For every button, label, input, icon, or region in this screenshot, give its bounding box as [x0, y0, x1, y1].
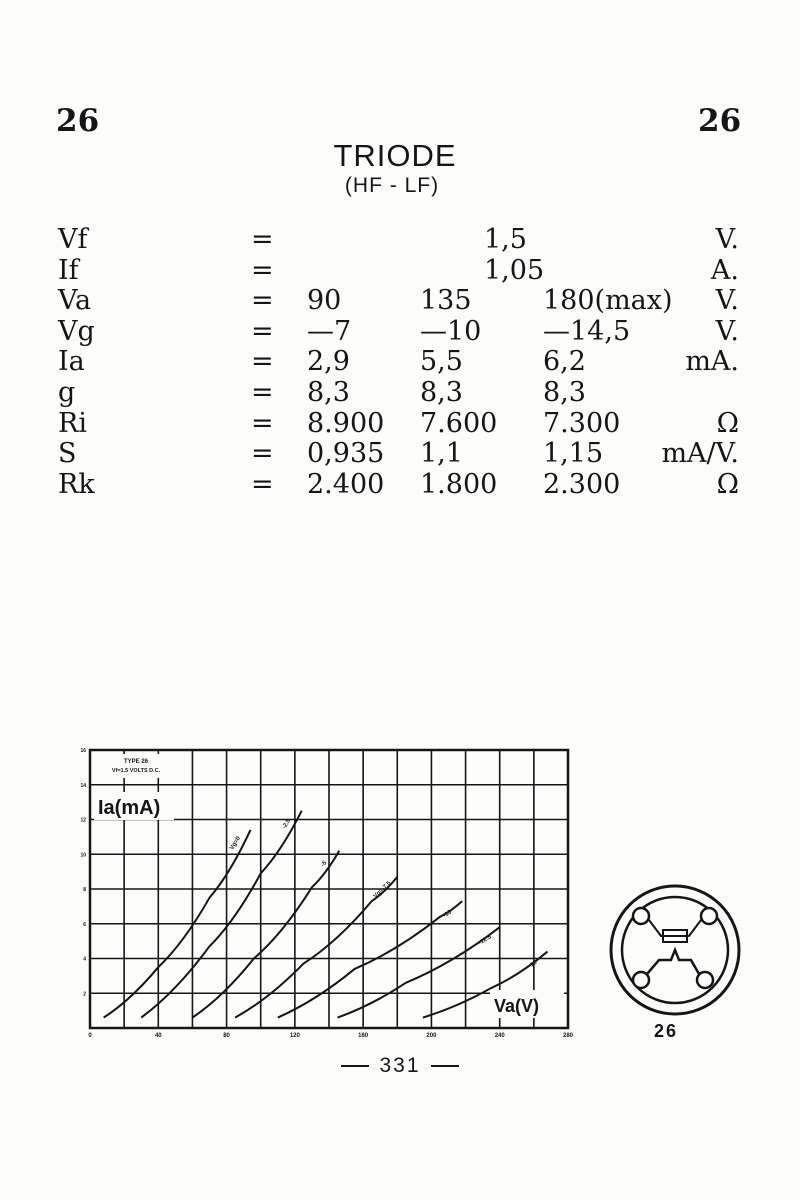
- spec-unit: V.: [715, 285, 739, 317]
- spec-value-2: 8,3: [420, 377, 463, 408]
- curve-label: Vg=-7.5: [372, 880, 393, 900]
- curve-label: -5: [320, 860, 329, 869]
- spec-unit: V.: [715, 224, 739, 255]
- spec-value-1: 90: [307, 285, 342, 317]
- y-tick-label: 14: [80, 782, 86, 789]
- spec-equals: =: [251, 407, 274, 439]
- curve-series: [278, 901, 462, 1017]
- spec-label: Ia: [58, 346, 85, 378]
- spec-row: [0, 438, 800, 469]
- spec-label: Vg: [58, 315, 95, 347]
- spec-value-3: 7.300: [543, 407, 621, 439]
- spec-value-3: 8,3: [543, 377, 586, 408]
- curve-label: -2.5: [281, 818, 293, 831]
- spec-equals: =: [251, 224, 274, 255]
- spec-unit: V.: [715, 315, 739, 347]
- chart-header-line2: Vf=1.5 VOLTS D.C.: [111, 768, 161, 774]
- spec-value-3: 1,15: [543, 438, 604, 470]
- spec-value-3: —14,5: [543, 315, 631, 347]
- page-number-right: 26: [698, 103, 742, 139]
- spec-unit: Ω: [716, 468, 739, 500]
- spec-value-1: 0,935: [307, 438, 385, 470]
- spec-label: Va: [58, 285, 92, 317]
- spec-row: [0, 224, 800, 255]
- pin-plate: [701, 908, 717, 924]
- x-tick-label: 280: [562, 1033, 574, 1039]
- page-number-left: 26: [56, 103, 100, 139]
- spec-value-3: 180(max): [543, 285, 673, 317]
- chart-ylabel: Ia(mA): [98, 797, 161, 819]
- spec-row: [0, 255, 800, 286]
- spec-value-2: 5,5: [420, 346, 463, 378]
- chart-header-box: [94, 754, 179, 778]
- spec-equals: =: [251, 285, 274, 317]
- curve-label: Vg=0: [229, 835, 242, 852]
- spec-value-3: 2.300: [543, 468, 621, 500]
- spec-row: [0, 346, 800, 377]
- spec-equals: =: [251, 315, 274, 347]
- chart-header-line1: TYPE 26: [123, 759, 149, 765]
- spec-label: Vf: [58, 224, 88, 255]
- footer-page-number: 331: [379, 1054, 421, 1077]
- x-tick-label: 0: [88, 1033, 92, 1039]
- spec-value-2: 7.600: [420, 407, 498, 439]
- spec-label: S: [58, 438, 77, 470]
- spec-value-1: 2.400: [307, 468, 385, 500]
- tube-type-title: TRIODE: [333, 138, 457, 173]
- spec-value: 1,05: [484, 254, 545, 286]
- y-tick-label: 6: [83, 921, 86, 928]
- y-tick-label: 2: [83, 991, 86, 998]
- x-tick-label: 160: [358, 1033, 369, 1039]
- electrode-grid-wire: [649, 920, 701, 936]
- spec-value-1: 2,9: [307, 346, 350, 378]
- y-tick-label: 12: [80, 817, 86, 824]
- spec-unit: mA/V.: [661, 438, 739, 470]
- spec-unit: A.: [710, 254, 739, 286]
- spec-label: Rk: [58, 468, 95, 500]
- spec-row: [0, 469, 800, 500]
- spec-value-1: 8,3: [307, 377, 350, 408]
- x-tick-label: 200: [426, 1033, 437, 1039]
- spec-equals: =: [251, 346, 274, 378]
- spec-row: [0, 377, 800, 408]
- spec-label: Ri: [58, 407, 87, 439]
- spec-label: g: [58, 377, 76, 408]
- pin-filament-1: [633, 972, 649, 988]
- spec-equals: =: [251, 468, 274, 500]
- x-tick-label: 240: [494, 1033, 505, 1039]
- spec-value-2: 1,1: [420, 438, 463, 470]
- spec-value-1: 8.900: [307, 407, 385, 439]
- y-tick-label: 8: [83, 887, 86, 893]
- pin-grid: [633, 908, 649, 924]
- spec-unit: mA.: [685, 346, 739, 378]
- spec-value-2: —10: [420, 315, 482, 347]
- spec-value-2: 1.800: [420, 468, 498, 500]
- x-tick-label: 120: [289, 1033, 300, 1039]
- x-tick-label: 80: [223, 1033, 230, 1039]
- spec-row: [0, 316, 800, 347]
- curve-series: [338, 927, 500, 1017]
- tube-type-subtitle: (HF - LF): [344, 174, 440, 197]
- x-tick-label: 40: [154, 1033, 162, 1039]
- spec-row: [0, 408, 800, 439]
- chart-curves: [104, 811, 548, 1018]
- curve-label: -12.5: [477, 934, 493, 947]
- spec-value-3: 6,2: [543, 346, 586, 378]
- spec-label: If: [58, 254, 79, 286]
- page-footer: [0, 1054, 800, 1078]
- spec-value-2: 135: [420, 285, 472, 317]
- spec-row: [0, 285, 800, 316]
- spec-value: 1,5: [484, 224, 527, 255]
- base-diagram-label: 26: [654, 1021, 679, 1041]
- spec-value-1: —7: [307, 315, 352, 347]
- electrode-filament: [647, 950, 699, 974]
- tube-base-diagram: [605, 880, 745, 1020]
- chart-xlabel: Va(V): [494, 996, 540, 1016]
- curve-label: -10: [442, 909, 453, 920]
- curve-label: -15: [527, 959, 539, 970]
- spec-equals: =: [251, 438, 274, 470]
- y-tick-label: 16: [80, 748, 86, 754]
- spec-equals: =: [251, 254, 274, 286]
- pin-filament-2: [697, 972, 713, 988]
- y-tick-label: 10: [80, 852, 86, 859]
- characteristic-chart: [80, 742, 580, 1042]
- y-tick-label: 4: [83, 956, 86, 963]
- spec-equals: =: [251, 377, 274, 408]
- footer-dash-left: [341, 1065, 369, 1067]
- spec-unit: Ω: [716, 407, 739, 439]
- footer-dash-right: [431, 1065, 459, 1067]
